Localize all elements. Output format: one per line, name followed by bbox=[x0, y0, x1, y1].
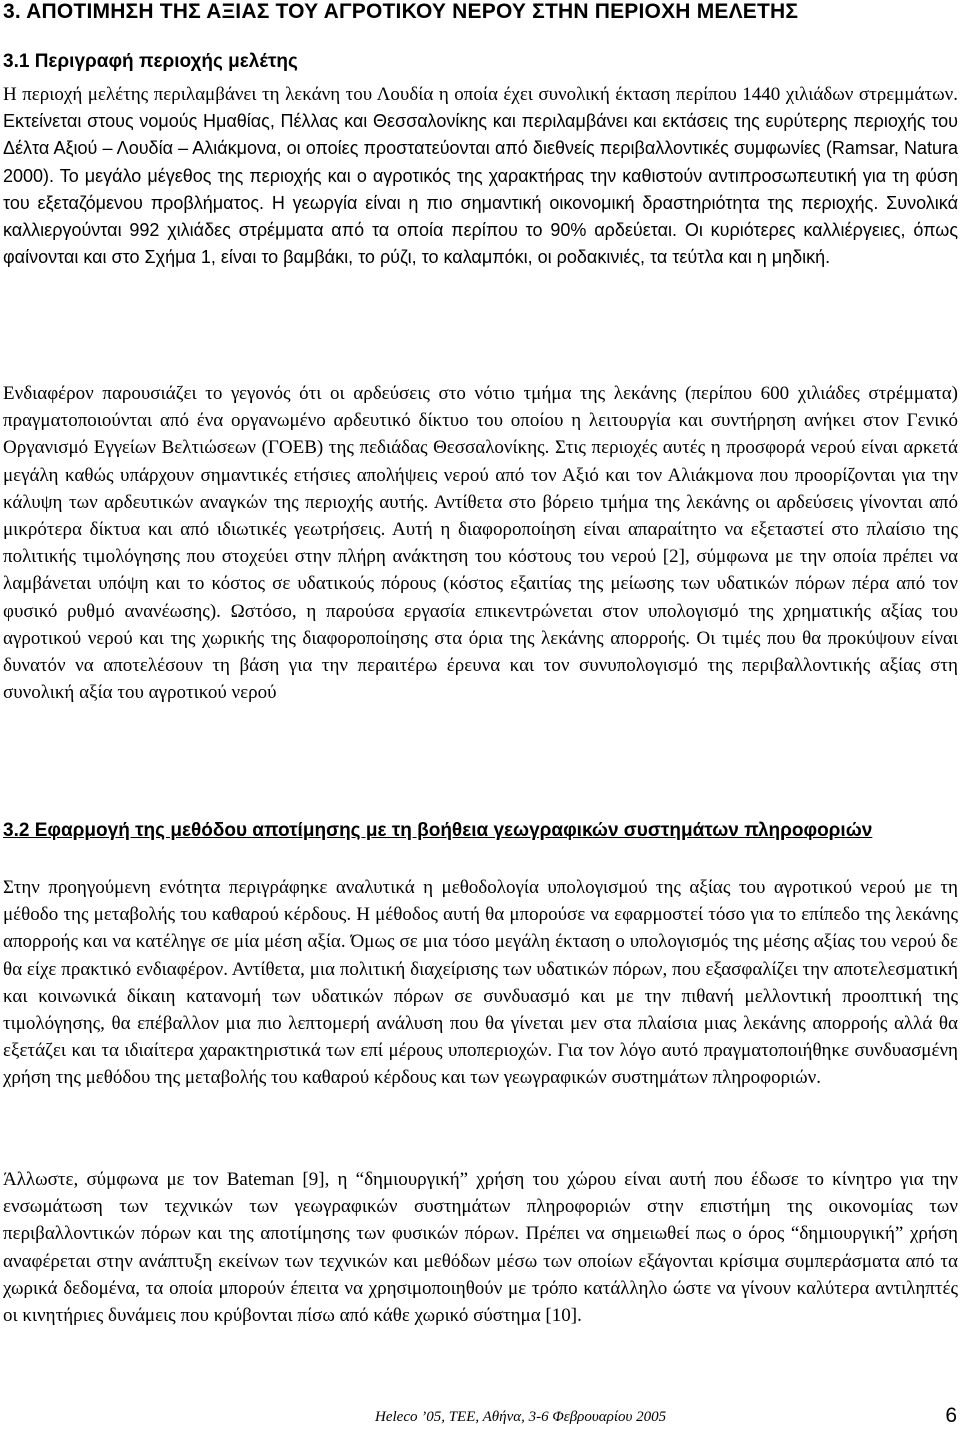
paragraph-gis-method-2: Άλλωστε, σύμφωνα με τον Bateman [9], η “δημιουργική” χρήση του χώρου είναι αυτή που έδωσε το κίνητρο για την ενσωμάτωση των τεχνικών των γεωγραφικών συστημάτων πληροφοριών στην επιστήμη της οικονομίας των περιβαλλοντικών πόρων και της αποτίμησης των φυσικών πόρων. Πρέπει να σημειωθεί πως ο όρος “δημιουργική” χρήση αναφέρεται στην ανάπτυξη εκείνων των τεχνικών και μεθόδων μέσω των οποίων εξάγονται κρίσιμα συμπεράσματα από τα χωρικά δεδομένα, τα οποία μπορούν έπειτα να χρησιμοποιηθούν με τρόπο κατάλληλο ώστε να γίνουν καλύτερα αντιληπτές οι κινητήριες δυνάμεις που κρύβονται πίσω από κάθε χωρικό σύστημα [10]. bbox=[3, 1169, 958, 1327]
paragraph-gis-method-1: Στην προηγούμενη ενότητα περιγράφηκε αναλυτικά η μεθοδολογία υπολογισμού της αξίας του αγροτικού νερού με τη μέθοδο της μεταβολής του καθαρού κέρδους. Η μέθοδος αυτή θα μπορούσε να εφαρμοστεί τόσο για το επίπεδο της λεκάνης απορροής και να κατέληγε σε μία μέση αξία. Όμως σε μια τόσο μεγάλη έκταση ο υπολογισμός της μέσης αξίας του νερού δε θα είχε πρακτικό ενδιαφέρον. Αντίθετα, μια πολιτική διαχείρισης των υδατικών πόρων, που εξασφαλίζει την αποτελεσματική και κοινωνικά δίκαιη κατανομή των υδατικών πόρων σε συνδυασμό και με την πιθανή μελλοντική προοπτική της τιμολόγησης, θα επέβαλλον μια πιο λεπτομερή ανάλυση που θα γίνεται μεν στα πλαίσια μιας λεκάνης απορροής αλλά θα εξετάζει και τα ιδιαίτερα χαρακτηριστικά των επί μέρους υποπεριοχών. Για τον λόγο αυτό πραγματοποιήθηκε συνδυασμένη χρήση της μεθόδου της μεταβολής του καθαρού κέρδους και των γεωγραφικών συστημάτων πληροφοριών. bbox=[3, 877, 958, 1089]
page-footer bbox=[0, 1400, 960, 1432]
page-number: 6 bbox=[945, 1404, 957, 1427]
paragraph-study-area-1-part-b: Εκτείνεται στους νομούς Ημαθίας, Πέλλας και Θεσσαλονίκης και περιλαμβάνει και εκτάσεις της ευρύτερης περιοχής του Δέλτα Αξιού – Λουδία – Αλιάκμονα, οι οποίες προστατεύονται από διεθνείς περιβαλλοντικές συμφωνίες (Ramsar, Natura 2000). Το μεγάλο μέγεθος της περιοχής και ο αγροτικός της χαρακτήρας την καθιστούν αντιπροσωπευτική για τη φύση του εξεταζόμενου προβλήματος. Η γεωργία είναι η πιο σημαντική οικονομική δραστηριότητα της περιοχής. Συνολικά καλλιεργούνται 992 χιλιάδες στρέμματα από τα οποία περίπου το 90% αρδεύεται. Οι κυριότερες καλλιέργειες, όπως φαίνονται και στο Σχήμα 1, είναι το βαμβάκι, το ρύζι, το καλαμπόκι, οι ροδακινιές, τα τεύτλα και η μηδική. bbox=[3, 111, 958, 268]
paragraph-study-area-1 bbox=[3, 81, 958, 271]
paragraph-study-area-2: Ενδιαφέρον παρουσιάζει το γεγονός ότι οι αρδεύσεις στο νότιο τμήμα της λεκάνης (περίπου 600 χιλιάδες στρέμματα) πραγματοποιούνται από ένα οργανωμένο αρδευτικό δίκτυο του οποίου η λειτουργία και συντήρηση ανήκει στον Γενικό Οργανισμό Εγγείων Βελτιώσεων (ΓΟΕΒ) της πεδιάδας Θεσσαλονίκης. Στις περιοχές αυτές η προσφορά νερού είναι αρκετά μεγάλη καθώς υπάρχουν σημαντικές ετήσιες απολήψεις νερού από τον Αξιό και τον Αλιάκμονα που προορίζονται για την κάλυψη των αρδευτικών αναγκών της περιοχής αυτής. Αντίθετα στο βόρειο τμήμα της λεκάνης οι αρδεύσεις γίνονται από μικρότερα δίκτυα και από ιδιωτικές γεωτρήσεις. Αυτή η διαφοροποίηση είναι απαραίτητο να εξεταστεί στο πλαίσιο της πολιτικής τιμολόγησης που στοχεύει στην πλήρη ανάκτηση του κόστους του νερού [2], σύμφωνα με την οποία πρέπει να λαμβάνεται υπόψη και το κόστος σε υδατικούς πόρους (κόστος εξαιτίας της μείωσης των υδατικών πόρων πέρα από τον φυσικό ρυθμό ανανέωσης). Ωστόσο, η παρούσα εργασία επικεντρώνεται στον υπολογισμό της χρηματικής αξίας του αγροτικού νερού και της χωρικής της διαφοροποίησης στα όρια της λεκάνης απορροής. Οι τιμές που θα προκύψουν είναι δυνατόν να αποτελέσουν τη βάση για την περαιτέρω έρευνα και τον συνυπολογισμό της περιβαλλοντικής αξίας στη συνολική αξία του αγροτικού νερού bbox=[3, 383, 958, 704]
section-title: 3. ΑΠΟΤΙΜΗΣΗ ΤΗΣ ΑΞΙΑΣ ΤΟΥ ΑΓΡΟΤΙΚΟΥ ΝΕΡΟΥ ΣΤΗΝ ΠΕΡΙΟΧΗ ΜΕΛΕΤΗΣ bbox=[3, 0, 799, 23]
subsection-title-3-1: 3.1 Περιγραφή περιοχής μελέτης bbox=[3, 51, 298, 72]
subsection-title-3-2: 3.2 Εφαρμογή της μεθόδου αποτίμησης με τη βοήθεια γεωγραφικών συστημάτων πληροφοριών bbox=[3, 820, 873, 841]
paragraph-study-area-1-part-a: Η περιοχή μελέτης περιλαμβάνει τη λεκάνη του Λουδία η οποία έχει συνολική έκταση περίπου 1440 χιλιάδων στρεμμάτων. bbox=[3, 84, 958, 105]
footer-conference-info: Heleco ’05, ΤΕΕ, Αθήνα, 3-6 Φεβρουαρίου 2005 bbox=[375, 1409, 667, 1425]
